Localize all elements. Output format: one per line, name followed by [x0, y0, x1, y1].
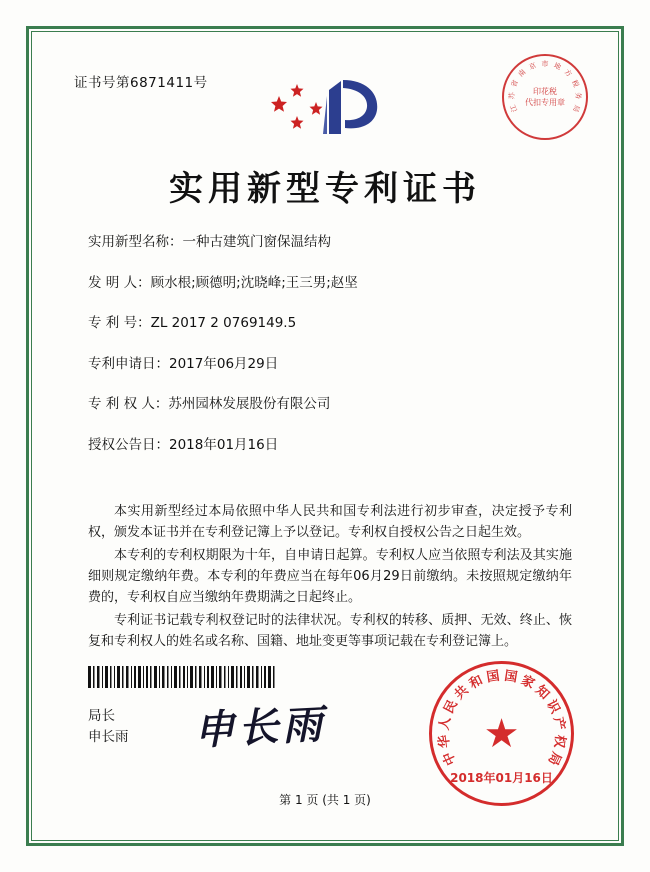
official-seal [429, 661, 574, 806]
field-label: 授权公告日： [88, 436, 169, 453]
field-row [88, 236, 574, 250]
signature-block [88, 706, 129, 748]
seal-ring-char: 识 [542, 697, 562, 716]
seal-ring-char: 南 [516, 67, 528, 79]
field-row [88, 274, 574, 291]
page-title: 实用新型专利证书 [169, 169, 481, 209]
field-row [88, 317, 574, 331]
seal-ring-char: 京 [527, 61, 538, 72]
field-row [88, 398, 574, 412]
field-value: 顾水根;顾德明;沈晓峰;王三男;赵坚 [150, 274, 358, 291]
seal-ring-char: 中 [439, 748, 459, 767]
seal-ring-char: 和 [466, 672, 485, 692]
star-icon: ★ [483, 710, 520, 757]
seal-ring-char: 民 [441, 697, 461, 716]
seal-ring-char: 地 [552, 61, 563, 72]
field-label: 实用新型名称： [88, 234, 183, 250]
barcode [88, 666, 278, 688]
page-footer: 第 1 页 (共 1 页) [279, 793, 371, 807]
seal-ring-char: 权 [550, 733, 567, 749]
legal-body-text [88, 501, 572, 654]
legal-paragraph: 专利证书记载专利权登记时的法律状况。专利权的转移、质押、无效、终止、恢复和专利权人的姓名或名称、国籍、地址变更等事项记载在专利登记簿上。 [88, 613, 572, 649]
tax-stamp-center-line1: 印花税 [533, 87, 557, 96]
seal-ring-char: 国 [485, 668, 501, 686]
seal-ring-char: 江 [509, 103, 519, 113]
seal-ring-char: 务 [573, 92, 583, 100]
seal-ring-char: 苏 [507, 92, 517, 100]
field-value: 一种古建筑门窗保温结构 [182, 234, 331, 250]
seal-ring-char: 知 [531, 682, 552, 703]
director-title-label: 局长 [88, 708, 115, 724]
field-value: 苏州园林发展股份有限公司 [168, 396, 331, 412]
seal-ring-char: 家 [518, 672, 537, 692]
field-value: 2017年06月29日 [169, 355, 279, 372]
seal-ring-char: 人 [436, 715, 454, 731]
seal-ring-char: 省 [509, 78, 520, 89]
seal-ring-char: 产 [549, 715, 567, 731]
tax-stamp-seal [502, 54, 588, 140]
director-name-label: 申长雨 [88, 729, 129, 745]
field-label: 发 明 人： [88, 274, 151, 291]
field-label: 专利申请日： [88, 355, 169, 372]
field-label: 专 利 权 人： [88, 396, 169, 412]
seal-ring-char: 方 [562, 67, 574, 79]
official-seal-date: 2018年01月16日 [450, 771, 553, 785]
handwritten-signature: 申长雨 [193, 700, 328, 755]
field-row [88, 355, 574, 372]
certificate-number: 证书号第6871411号 [74, 75, 208, 91]
legal-paragraph: 本实用新型经过本局依照中华人民共和国专利法进行初步审查，决定授予专利权，颁发本证书并在专利登记簿上予以登记。专利权自授权公告之日起生效。 [88, 504, 572, 540]
seal-ring-char: 华 [436, 733, 453, 749]
seal-ring-char: 税 [570, 78, 581, 89]
tax-stamp-center [525, 86, 565, 108]
seal-ring-char: 国 [502, 668, 518, 686]
field-label: 专 利 号： [88, 315, 151, 331]
legal-paragraph: 本专利的专利权期限为十年，自申请日起算。专利权人应当依照专利法及其实施细则规定缴纳年费。本专利的年费应当在每年06月29日前缴纳。未按照规定缴纳年费的，专利权自应当缴纳年费期满之日起终止。 [88, 548, 572, 605]
sipo-logo [267, 68, 397, 146]
seal-ring-char: 局 [544, 748, 564, 767]
tax-stamp-center-line2: 代扣专用章 [525, 98, 565, 107]
seal-ring-char: 市 [541, 60, 549, 68]
seal-ring-char: 共 [451, 682, 472, 703]
barcode-icon [88, 666, 278, 688]
sipo-logo-icon [267, 68, 397, 146]
patent-fields [88, 236, 574, 479]
field-row [88, 436, 574, 453]
seal-ring-char: 局 [571, 103, 581, 113]
field-value: 2018年01月16日 [169, 436, 279, 453]
certificate-content [46, 46, 604, 826]
field-value: ZL 2017 2 0769149.5 [150, 315, 297, 331]
